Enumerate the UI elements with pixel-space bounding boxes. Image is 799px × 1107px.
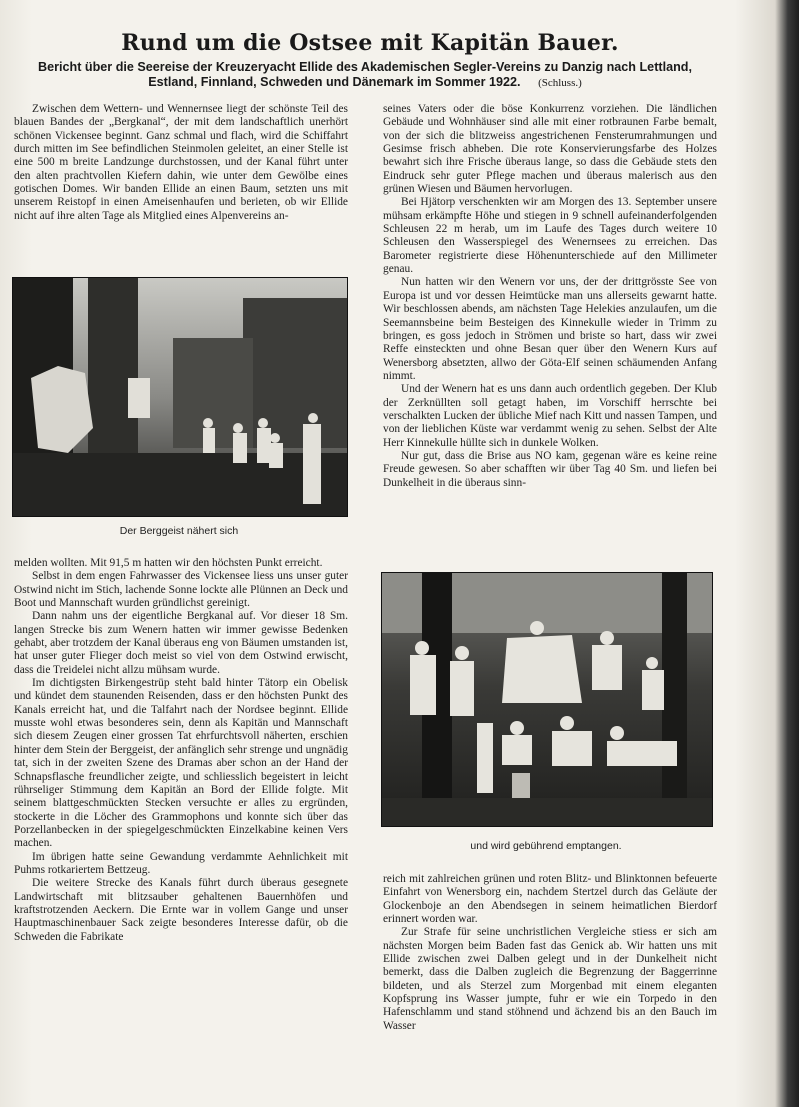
photo-berggeist-image: [13, 278, 347, 516]
paragraph: Im dichtigsten Birkengestrüp steht bald hinter Tätorp ein Obelisk und kündet dem staunenden Reisenden, dass er den höchsten Punkt des Kanals erreicht hat, und die Talfahrt nach der Nordsee beginnt. Ellide musste wohl etwas besonderes sein, denn als Kapitän und Mannschaft sich diesem Zeugen einer grossen Tat ehrfurchtsvoll näherten, erschien hinter dem Stein der Berggeist, der anfänglich sehr strenge und ungnädig tat, sich in der zweiten Szene des Dramas aber schon an der Hand der Schnapsflasche freundlicher zeigte, und schliesslich begeistert in leicht rührseliger Stimmung dem Kapitän an Bord der Ellide folgte. Mit seinem blattgeschmückten Stecken versuchte er alles zu ergründen, stockerte in die Löcher des Grammophons und konnte sich über das Porzellanbecken in der spiegelgeschmückten Einzelkabine keinen Vers machen.: [14, 677, 348, 850]
photo-empfang: [381, 572, 713, 827]
paragraph: Nun hatten wir den Wenern vor uns, der der drittgrösste See von Europa ist und vor dessen Heimtücke man uns allerseits gewarnt hatte. Wir beschlossen abends, am nächsten Tage Helekies anzulaufen, um die Seemannsbeine beim Besteigen des Kinnekulle wieder in Trimm zu bringen, es goss jedoch in Strömen und briste so hart, dass wir zwei Reffe einsteckten und ohne Besan quer über den Wenern Kurs auf Wenersborg absetzten, allwo der Göta-Elf seinen schäumenden Anfang nimmt.: [383, 276, 717, 382]
article-subtitle: [12, 60, 718, 91]
paragraph: Zwischen dem Wettern- und Wennernsee liegt der schönste Teil des blauen Bandes der „Bergkanal“, der mit dem landschaftlich unerhört schönen Vickensee beginnt. Ganz schmal und flach, wird die Schiffahrt durch mitten im See befindlichen Steinmolen geleitet, an einer Stelle ist eine 500 m breite Landzunge durchstossen, und der Kanal führt unter den alten prachtvollen Kiefern dahin, wie unter dem Gewölbe eines gotischen Domes. Wir banden Ellide an einen Baum, setzten uns mit unserem Reistopf in einen Ameisenhaufen und berieten, ob wir Ellide nicht auf ihre alten Tage als Mitglied eines Alpenvereins an-: [14, 103, 348, 222]
paragraph: melden wollten. Mit 91,5 m hatten wir den höchsten Punkt erreicht.: [14, 557, 323, 569]
paragraph: Zur Strafe für seine unchristlichen Vergleiche stiess er sich am nächsten Morgen beim Baden fast das Genick ab. Wir hatten uns mit Ellide zwischen zwei Dalben gelegt und in der Dunkelheit nicht bemerkt, dass die Dalben zugleich die Begrenzung der Baggerrinne bildeten, und als Sterzel zum Morgenbad mit einem eleganten Kopfsprung ins Wasser jumpte, fuhr er wie ein Torpedo in den Hafenschlamm und stand stöhnend und ächzend bis an den Bauch im Wasser: [383, 926, 717, 1032]
column-2-bottom: [383, 873, 717, 1033]
paragraph: Die weitere Strecke des Kanals führt durch überaus gesegnete Landwirtschaft mit blitzsauber gehaltenen Bauernhöfen und kraftstrotzenden Aeckern. Die Ernte war in vollem Gange und unser Hauptmaschinenbauer Sack zeigte besonderes Interesse dafür, ob die Schweden die Fabrikate: [14, 877, 348, 943]
photo-caption-2: und wird gebührend emptangen.: [470, 840, 622, 852]
paragraph: Dann nahm uns der eigentliche Bergkanal auf. Vor dieser 18 Sm. langen Strecke bis zum Wenern hatten wir immer gewisse Bedenken gehabt, aber trotzdem der Kanal überaus eng von Bäumen umstanden ist, hat unser guter Flieger doch meist so viel von dem Ostwind erwischt, dass die Treidelei nicht allzu mühsam wurde.: [14, 610, 348, 676]
column-1-bottom: [14, 557, 348, 944]
photo-caption-1: Der Berggeist nähert sich: [119, 525, 239, 537]
subtitle-text: Bericht über die Seereise der Kreuzeryacht Ellide des Akademischen Segler-Vereins zu Danzig nach Lettland, Estland, Finnland, Schweden und Dänemark im Sommer 1922.: [38, 60, 692, 89]
paragraph: reich mit zahlreichen grünen und roten Blitz- und Blinktonnen befeuerte Einfahrt von Wenersborg ein, nachdem Stertzel durch das Geläute der Glockenboje an den Abendsegen in seinem heimatlichen Bierdorf erinnert worden war.: [383, 873, 717, 926]
paragraph: Selbst in dem engen Fahrwasser des Vickensee liess uns unser guter Ostwind nicht im Stich, lachende Sonne lockte alle Plünnen an Deck und Boot und Mannschaft wurden gründlichst gereinigt.: [14, 570, 348, 610]
photo-berggeist: [12, 277, 348, 517]
photo-empfang-image: [382, 573, 712, 826]
column-1-top: [14, 103, 348, 223]
paragraph: Im übrigen hatte seine Gewandung verdammte Aehnlichkeit mit Puhms rotkariertem Bettzeug.: [14, 850, 348, 876]
paragraph: Nur gut, dass die Brise aus NO kam, gegenan wäre es keine reine Freude gewesen. So aber schafften wir über Tag 40 Sm. und liefen bei Dunkelheit in die überaus sinn-: [383, 449, 717, 489]
paragraph: seines Vaters oder die böse Konkurrenz vorziehen. Die ländlichen Gebäude und Wohnhäuser sind alle mit einer rotbraunen Farbe bemalt, von der sich die blitzweiss angestrichenen Fensterumrahmungen und Gesimse frisch abheben. Die rote Konservierungsfarbe des Holzes bewahrt sich ihre Frische überaus lange, so dass die Gebäude stets den Eindruck sehr guter Pflege machen und überaus malerisch aus den grünen Wiesen und Bäumen hervorlugen.: [383, 103, 717, 196]
continuation-note: (Schluss.): [538, 77, 582, 89]
paragraph: Bei Hjätorp verschenkten wir am Morgen des 13. September unsere mühsam erkämpfte Höhe und stiegen in 9 schnell aufeinanderfolgenden Schleusen 22 m herab, um im Laufe des Tages durch weitere 10 Schleusen den Wasserspiegel des Wenernsees zu erreichen. Das Barometer registrierte diese Höhenunterschiede auf den Millimeter genau.: [383, 196, 717, 276]
column-2-top: [383, 103, 717, 490]
article-title: Rund um die Ostsee mit Kapitän Bauer.: [121, 30, 619, 56]
paragraph: Und der Wenern hat es uns dann auch ordentlich gegeben. Der Klub der Zerknüllten soll getagt haben, im Vorschiff herrschte bei verschalkten Lucken der übliche Mief nach Kitt und nassen Tampen, und von der lieblichen Küste war verdammt wenig zu sehen. Selbst der Alte Herr Kinnekulle hüllte sich in dunkele Wolken.: [383, 383, 717, 449]
